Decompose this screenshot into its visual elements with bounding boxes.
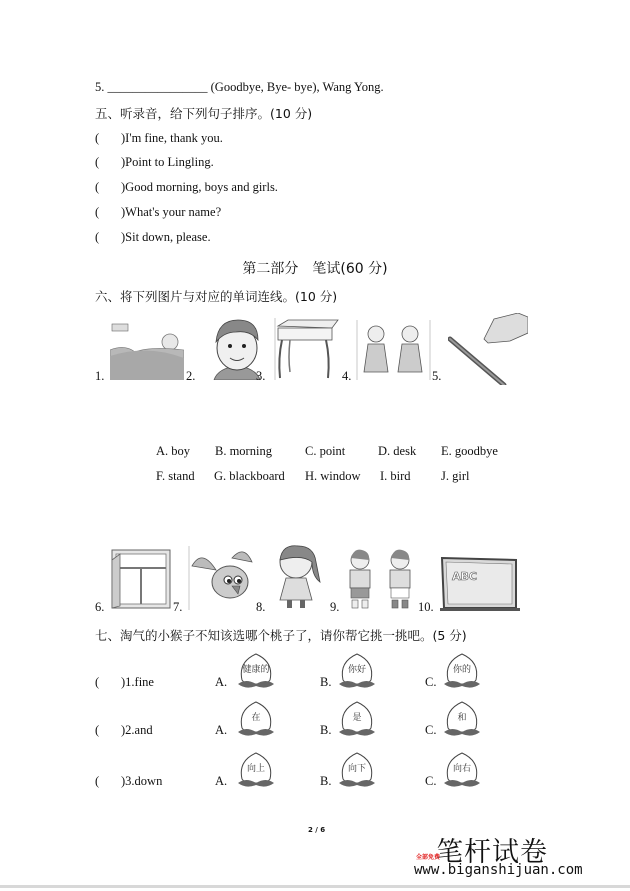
desk-image [274, 318, 340, 380]
option-letter: B. [320, 774, 332, 788]
answer-paren[interactable]: ( [95, 774, 100, 788]
option-letter: C. [425, 675, 437, 689]
word-option: D. desk [378, 444, 417, 458]
picture-number: 9. [330, 600, 340, 614]
option-letter: C. [425, 774, 437, 788]
picture-number: 7. [173, 600, 183, 614]
peach-option[interactable] [442, 751, 482, 789]
question-word: )2.and [121, 723, 153, 737]
option-letter: C. [425, 723, 437, 737]
word-option: A. boy [156, 444, 191, 458]
blackboard-image [440, 556, 520, 612]
girl-image [272, 542, 322, 610]
word-option: J. girl [441, 469, 470, 483]
ordering-item [95, 155, 214, 170]
word-option: B. morning [215, 444, 272, 458]
peach-label: 你好 [347, 665, 366, 675]
ordering-item [95, 180, 278, 195]
peach-option[interactable] [337, 652, 377, 690]
picture-number: 3. [256, 369, 266, 383]
page-number: 2 / 6 [308, 826, 326, 834]
peach-label: 向上 [246, 764, 265, 774]
girls-waving-image [356, 320, 432, 380]
free-tag: 全部免费 [416, 854, 441, 861]
answer-paren[interactable]: ( [95, 180, 100, 194]
peach-question-1 [95, 675, 154, 690]
peach-option[interactable] [236, 751, 276, 789]
option-letter: A. [215, 675, 228, 689]
answer-paren[interactable]: ( [95, 675, 100, 689]
option-letter: B. [320, 723, 332, 737]
blackboard-text: ABC [452, 570, 477, 583]
word-option: I. bird [380, 469, 411, 483]
fill-blank-question-5: 5. ________________ (Goodbye, Bye- bye), Wang Yong. [95, 80, 384, 94]
peach-option[interactable] [442, 700, 482, 738]
peach-label: 向右 [452, 764, 471, 774]
peach-option[interactable] [442, 652, 482, 690]
answer-paren[interactable]: ( [95, 205, 100, 219]
item-text: )Good morning, boys and girls. [121, 180, 278, 194]
item-text: )I'm fine, thank you. [121, 131, 223, 145]
picture-number: 6. [95, 600, 105, 614]
word-option: E. goodbye [441, 444, 498, 458]
item-text: )Sit down, please. [121, 230, 211, 244]
peach-label: 你的 [452, 665, 471, 675]
option-letter: A. [215, 723, 228, 737]
word-option: C. point [305, 444, 346, 458]
brand-logo-text: 笔杆试卷 [436, 837, 548, 868]
ordering-item [95, 230, 211, 245]
window-image [110, 548, 172, 610]
peach-question-2 [95, 723, 153, 738]
word-option: G. blackboard [214, 469, 285, 483]
peach-option[interactable] [236, 700, 276, 738]
section-6-title: 六、将下列图片与对应的单词连线。(10 分) [95, 289, 338, 304]
brand-url[interactable]: www.biganshijuan.com [414, 862, 583, 878]
peach-label: 向下 [347, 764, 366, 774]
peach-label: 在 [251, 713, 261, 723]
answer-paren[interactable]: ( [95, 155, 100, 169]
option-letter: A. [215, 774, 228, 788]
peach-option[interactable] [236, 652, 276, 690]
question-word: )1.fine [121, 675, 154, 689]
peach-label: 健康的 [242, 665, 270, 675]
ordering-item [95, 205, 221, 220]
answer-paren[interactable]: ( [95, 230, 100, 244]
word-option: H. window [305, 469, 361, 483]
picture-number: 1. [95, 369, 105, 383]
peach-option[interactable] [337, 700, 377, 738]
hand-pointing-pen-image [448, 313, 528, 385]
peach-label: 是 [352, 713, 362, 723]
answer-paren[interactable]: ( [95, 131, 100, 145]
part-2-title: 第二部分 笔试(60 分) [242, 261, 388, 277]
item-text: )Point to Lingling. [121, 155, 214, 169]
picture-number: 5. [432, 369, 442, 383]
picture-number: 10. [418, 600, 434, 614]
peach-question-3 [95, 774, 162, 789]
section-5-title: 五、听录音，给下列句子排序。(10 分) [95, 106, 313, 121]
word-option: F. stand [156, 469, 195, 483]
item-text: )What's your name? [121, 205, 222, 219]
morning-landscape-image [110, 322, 184, 380]
bottom-divider [0, 885, 630, 888]
answer-paren[interactable]: ( [95, 723, 100, 737]
picture-number: 8. [256, 600, 266, 614]
option-letter: B. [320, 675, 332, 689]
picture-number: 4. [342, 369, 352, 383]
peach-label: 和 [457, 713, 467, 723]
section-7-title: 七、淘气的小猴子不知该选哪个桃子了，请你帮它挑一挑吧。(5 分) [95, 628, 467, 643]
bird-image [188, 546, 256, 610]
boys-standing-image [344, 548, 418, 612]
ordering-item [95, 131, 223, 146]
peach-option[interactable] [337, 751, 377, 789]
picture-number: 2. [186, 369, 196, 383]
question-word: )3.down [121, 774, 163, 788]
